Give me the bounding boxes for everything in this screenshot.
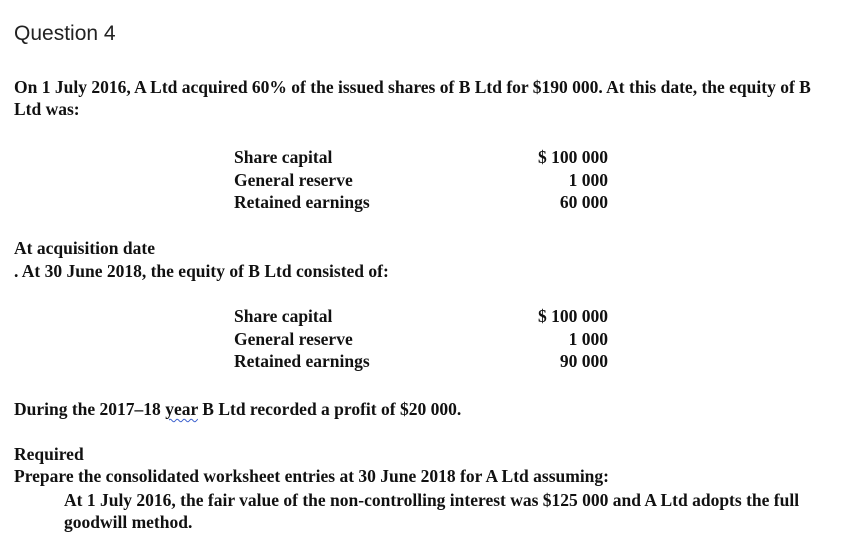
intro-paragraph: On 1 July 2016, A Ltd acquired 60% of the issued shares of B Ltd for $190 000. At this date, the equity of B Ltd was: [14,77,811,119]
required-heading: Required [14,444,84,464]
question-title: Question 4 [14,22,116,45]
row-amount: $ 100 000 [538,147,608,167]
equity-table-2018 [234,305,608,373]
table-row [234,328,608,351]
row-amount: 90 000 [559,351,608,371]
row-label: Retained earnings [234,192,370,212]
table-row [234,305,608,328]
table-row [234,191,608,214]
row-label: Retained earnings [234,351,370,371]
june-2018-line: . At 30 June 2018, the equity of B Ltd consisted of: [14,261,389,281]
row-amount: 1 000 [568,328,608,349]
row-label: General reserve [234,328,353,349]
row-label: General reserve [234,169,353,190]
profit-note-after: B Ltd recorded a profit of $20 000. [197,399,462,419]
table-row [234,146,608,169]
table-row [234,350,608,373]
acquisition-date-line: At acquisition date [14,238,155,258]
row-amount: 1 000 [568,169,608,190]
row-label: Share capital [234,306,333,326]
row-amount: $ 100 000 [538,306,608,326]
spellcheck-underlined-word: year [165,399,198,419]
row-amount: 60 000 [559,192,608,212]
profit-note [14,398,839,420]
required-instruction: Prepare the consolidated worksheet entries at 30 June 2018 for A Ltd assuming: [14,466,609,486]
profit-note-before: During the 2017–18 [14,399,166,419]
row-label: Share capital [234,147,333,167]
required-detail: At 1 July 2016, the fair value of the non-controlling interest was $125 000 and A Ltd adopts the full goodwill method. [64,490,800,532]
table-row [234,169,608,192]
equity-table-2016 [234,146,608,214]
